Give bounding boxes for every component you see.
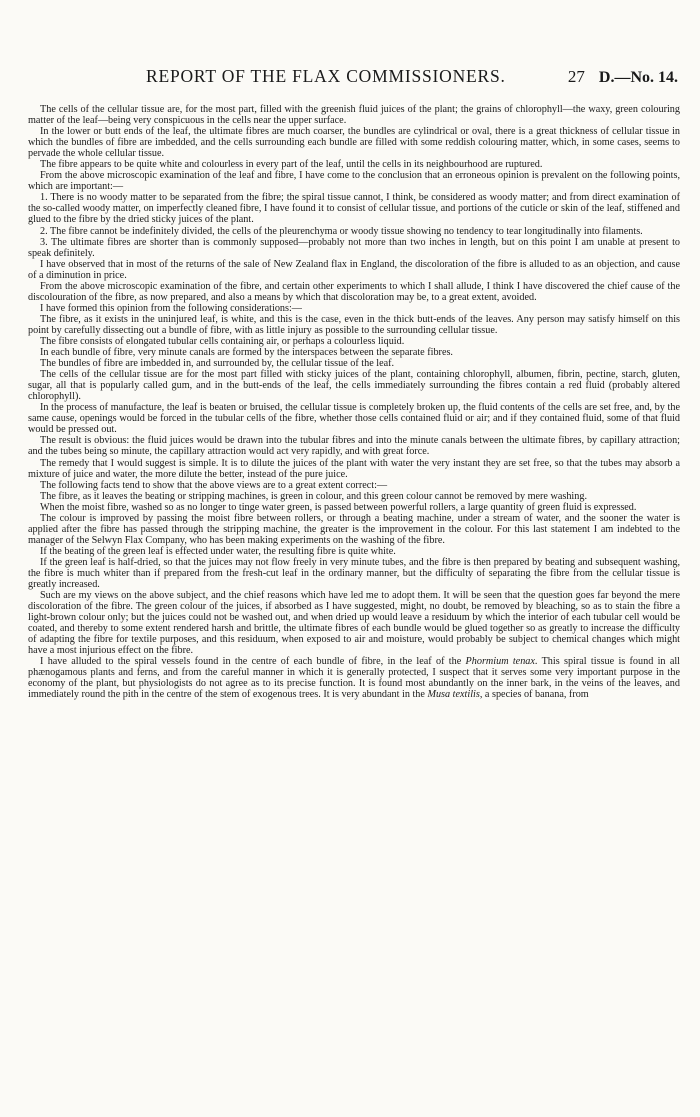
body-text xyxy=(28,104,680,701)
paragraph: From the above microscopic examination of the fibre, and certain other experiments to which I shall allude, I think I have discovered the chief cause of the discolouration of the fibre, as now prepared, and also a means by which that discoloration may be, to a great extent, avoided. xyxy=(28,280,680,303)
page-header xyxy=(146,66,678,92)
paragraph: I have formed this opinion from the following considerations:— xyxy=(40,302,302,314)
text-run: . This spiral tissue is found in all phænogamous plants and ferns, and from the careful manner in which it is generally protected, I suspect that it serves some very important purpose in the economy of the plant, but physiologists do not agree as to its precise function. It is found most abundantly on the inner bark, in the veins of the leaves, and immediately round the pith in the centre of the stem of exogenous trees. It is very abundant in the xyxy=(28,656,681,701)
paragraph: In each bundle of fibre, very minute canals are formed by the interspaces between the separate fibres. xyxy=(40,347,453,359)
species-name-musa: Musa textilis xyxy=(427,689,480,701)
paragraph: In the lower or butt ends of the leaf, the ultimate fibres are much coarser, the bundles are cylindrical or oval, there is a great thickness of cellular tissue in which the bundles of fibre are imbedded, and the cells surrounding each bundle are filled with some reddish colouring matter, which, in some cases, seems to pervade the whole cellular tissue. xyxy=(28,126,680,160)
paragraph: 1. There is no woody matter to be separated from the fibre; the spiral tissue cannot, I think, be considered as woody matter; and from direct examination of the so-called woody matter, on imperfectly cleaned fibre, I have found it to consist of cellular tissue, and portions of the cuticle or skin of the leaf, stiffened and glued to the fibre by the dried sticky juices of the plant. xyxy=(28,192,680,226)
text-run: I have alluded to the spiral vessels found in the centre of each bundle of fibre, in the leaf of the xyxy=(40,656,466,668)
paragraph: If the beating of the green leaf is effected under water, the resulting fibre is quite white. xyxy=(40,545,396,557)
final-paragraph xyxy=(28,656,680,700)
document-number: D.—No. 14. xyxy=(598,69,678,86)
paragraph: The fibre consists of elongated tubular cells containing air, or perhaps a colourless liquid. xyxy=(40,335,405,347)
paragraph: Such are my views on the above subject, and the chief reasons which have led me to adopt them. It will be seen that the question goes far beyond the mere discoloration of the fibre. The green colour of the juices, if absorbed as I have suggested, might, no doubt, be removed by bleaching, so as to stain the fibre a light-brown colour only; but the juices could not be washed out, and when dried up would leave a residuum by which the interior of each tubular cell would be coated, and thereby to some extent rendered harsh and brittle, the ultimate fibres of each bundle would be glued together so as greatly to increase the difficulty of adapting the fibre for textile purposes, and this residuum, when exposed to air and moisture, would probably be subject to chemical changes which might have a most injurious effect on the fibre. xyxy=(28,590,680,657)
paragraph: The following facts tend to show that the above views are to a great extent correct:— xyxy=(40,479,388,491)
paragraph: The bundles of fibre are imbedded in, and surrounded by, the cellular tissue of the leaf. xyxy=(40,358,395,370)
paragraph: The cells of the cellular tissue are, for the most part, filled with the greenish fluid juices of the plant; the grains of chlorophyll—the waxy, green colouring matter of the leaf—being very conspicuous in the cells near the upper surface. xyxy=(28,104,680,127)
paragraph: From the above microscopic examination of the leaf and fibre, I have come to the conclusion that an erroneous opinion is prevalent on the following points, which are important:— xyxy=(28,170,680,193)
paragraph: If the green leaf is half-dried, so that the juices may not flow freely in very minute tubes, and the fibre is then prepared by beating and subsequent washing, the fibre is much whiter than if prepared from the fresh-cut leaf in the ordinary manner, but the difficulty of separating the fibre from the cellular tissue is greatly increased. xyxy=(28,556,680,591)
paragraph: 3. The ultimate fibres are shorter than is commonly supposed—probably not more than two inches in length, but on this point I am unable at present to speak definitely. xyxy=(28,236,680,259)
report-title: REPORT OF THE FLAX COMMISSIONERS. xyxy=(146,66,506,86)
paragraph: 2. The fibre cannot be indefinitely divided, the cells of the pleurenchyma or woody tissue showing no tendency to tear longitudinally into filaments. xyxy=(40,225,643,237)
paragraph: The colour is improved by passing the moist fibre between rollers, or through a beating machine, under a stream of water, and the sooner the water is applied after the fibre has passed through the stripping machine, the greater is the improvement in the colour. For this last statement I am indebted to the manager of the Selwyn Flax Company, who has been making experiments on the washing of the fibre. xyxy=(28,512,680,546)
paragraph: I have observed that in most of the returns of the sale of New Zealand flax in England, the discoloration of the fibre is alluded to as an objection, and cause of a diminution in price. xyxy=(28,258,680,281)
species-name-phormium: Phormium tenax xyxy=(465,656,535,668)
paragraph: The fibre, as it leaves the beating or stripping machines, is green in colour, and this green colour cannot be removed by mere washing. xyxy=(40,490,588,502)
paragraph: The fibre, as it exists in the uninjured leaf, is white, and this is the case, even in the thick butt-ends of the leaves. Any person may satisfy himself on this point by carefully dissecting out a bundle of fibre, with as little injury as possible to the surrounding cellular tissue. xyxy=(28,313,680,336)
text-run: , a species of banana, from xyxy=(479,689,589,701)
paragraph: The remedy that I would suggest is simple. It is to dilute the juices of the plant with water the very instant they are set free, so that the tubes may absorb a mixture of juice and water, the more dilute the better, instead of the pure juice. xyxy=(28,457,680,480)
paragraph: The cells of the cellular tissue are for the most part filled with sticky juices of the plant, containing chlorophyll, albumen, fibrin, pectine, starch, gluten, sugar, all that is popularly called gum, and in the butt-ends of the leaf, the cells immediately surrounding the fibres contain a red fluid (probably altered chlorophyll). xyxy=(28,369,680,403)
paragraph: The result is obvious: the fluid juices would be drawn into the tubular fibres and into the minute canals between the ultimate fibres, by capillary attraction; and the tubes being so minute, the capillary attraction would act very rapidly, and with great force. xyxy=(28,435,680,458)
paragraph: When the moist fibre, washed so as no longer to tinge water green, is passed between powerful rollers, a large quantity of green fluid is expressed. xyxy=(40,501,637,513)
paragraph: The fibre appears to be quite white and colourless in every part of the leaf, until the cells in its neighbourhood are ruptured. xyxy=(40,159,543,171)
page-number: 27 xyxy=(567,67,585,86)
paragraph: In the process of manufacture, the leaf is beaten or bruised, the cellular tissue is completely broken up, the fluid contents of the cells are set free, and, by the same cause, openings would be forced in the tubular cells of the fibre, whether those cells contained fluid or air; and if they contained fluid, some of that fluid would be pressed out. xyxy=(28,402,680,436)
